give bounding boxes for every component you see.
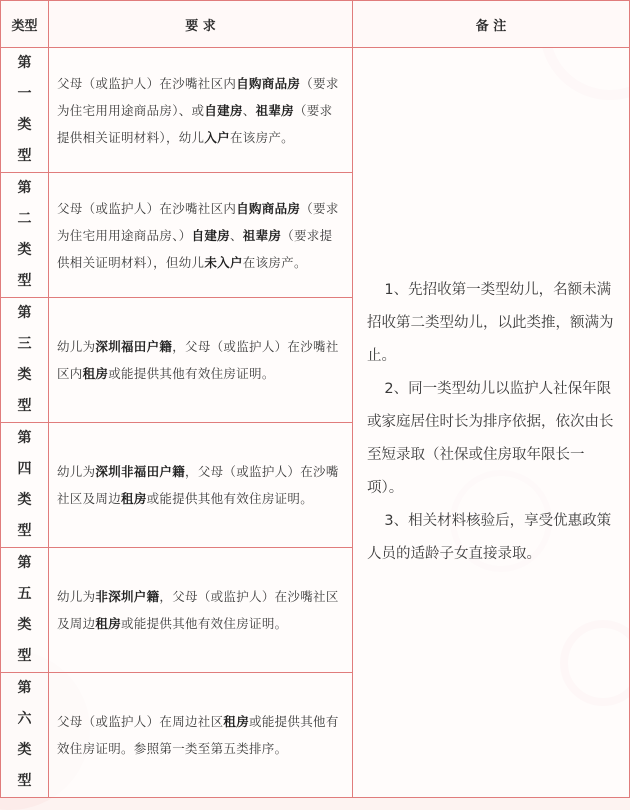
requirement-keyword: 租房 xyxy=(82,366,109,381)
type-cell xyxy=(1,298,49,423)
requirement-keyword: 入户 xyxy=(204,129,230,145)
note-item: 1、先招收第一类型幼儿，名额未满招收第二类型幼儿，以此类推，额满为止。 xyxy=(367,282,614,364)
type-cell xyxy=(1,173,49,298)
type-label: 第一类型 xyxy=(17,55,32,164)
requirement-cell xyxy=(49,48,353,173)
header-requirement: 要 求 xyxy=(49,1,353,48)
type-cell xyxy=(1,48,49,173)
type-label: 第六类型 xyxy=(17,680,32,789)
notes-cell xyxy=(353,48,630,798)
requirement-text: 父母（或监护人）在周边社区 xyxy=(57,714,224,729)
requirement-keyword: 非深圳户籍 xyxy=(95,589,160,604)
requirement-text: 幼儿为 xyxy=(57,339,96,354)
requirement-keyword: 租房 xyxy=(223,714,250,729)
requirement-keyword: 自建房 xyxy=(191,227,230,243)
requirement-text: 父母（或监护人）在沙嘴社区内 xyxy=(57,75,237,91)
requirement-keyword: 未入户 xyxy=(204,254,243,270)
type-label: 第三类型 xyxy=(17,305,32,414)
requirement-text: 在该房产。 xyxy=(242,254,307,270)
note-item: 2、同一类型幼儿以监护人社保年限或家庭居住时长为排序依据，依次由长至短录取（社保或住房取年限长一项）。 xyxy=(367,381,614,496)
requirement-text: 幼儿为 xyxy=(57,589,96,604)
requirement-text: （要求为住宅用用途商品房）、或 xyxy=(57,75,339,118)
requirement-keyword: 祖辈房 xyxy=(255,102,294,118)
requirement-text: 、 xyxy=(229,227,243,243)
requirement-keyword: 自建房 xyxy=(204,102,243,118)
requirement-cell xyxy=(49,673,353,798)
type-label: 第五类型 xyxy=(17,555,32,664)
requirement-text: 、 xyxy=(242,102,256,118)
requirement-keyword: 祖辈房 xyxy=(242,227,282,243)
requirement-text: 或能提供其他有效住房证明。参照第一类至第五类排序。 xyxy=(57,714,339,756)
requirement-cell xyxy=(49,423,353,548)
requirement-text: 在该房产。 xyxy=(229,129,294,145)
requirement-text: ，父母（或监护人）在沙嘴社区及周边 xyxy=(57,589,339,631)
requirement-text: 或能提供其他有效住房证明。 xyxy=(121,616,288,631)
requirement-text: 或能提供其他有效住房证明。 xyxy=(146,491,314,506)
requirement-keyword: 深圳福田户籍 xyxy=(95,339,173,354)
requirement-keyword: 自购商品房 xyxy=(236,75,301,91)
requirement-text: 幼儿为 xyxy=(57,464,96,479)
table-header-row xyxy=(1,1,630,48)
requirement-keyword: 租房 xyxy=(121,491,147,506)
type-cell xyxy=(1,548,49,673)
note-item: 3、相关材料核验后，享受优惠政策人员的适龄子女直接录取。 xyxy=(367,513,612,562)
table-row xyxy=(1,48,630,173)
requirement-text: 父母（或监护人）在沙嘴社区内 xyxy=(57,200,237,216)
requirement-text: （要求为住宅用用途商品房、） xyxy=(57,200,339,243)
requirement-text: 或能提供其他有效住房证明。 xyxy=(108,366,275,381)
type-cell xyxy=(1,673,49,798)
requirement-cell xyxy=(49,173,353,298)
requirement-cell xyxy=(49,548,353,673)
requirement-keyword: 租房 xyxy=(95,616,122,631)
requirement-text: ，父母（或监护人）在沙嘴社区内 xyxy=(57,339,339,381)
type-label: 第四类型 xyxy=(17,430,32,539)
header-type: 类型 xyxy=(1,1,49,48)
requirement-text: ，父母（或监护人）在沙嘴社区及周边 xyxy=(57,464,339,506)
requirement-text: （要求提供相关证明材料），但幼儿 xyxy=(57,227,333,270)
type-label: 第二类型 xyxy=(17,180,32,289)
requirement-keyword: 自购商品房 xyxy=(236,200,301,216)
type-cell xyxy=(1,423,49,548)
requirement-cell xyxy=(49,298,353,423)
requirement-keyword: 深圳非福田户籍 xyxy=(95,464,186,479)
requirement-text: （要求提供相关证明材料），幼儿 xyxy=(57,102,333,145)
header-notes: 备 注 xyxy=(353,1,630,48)
